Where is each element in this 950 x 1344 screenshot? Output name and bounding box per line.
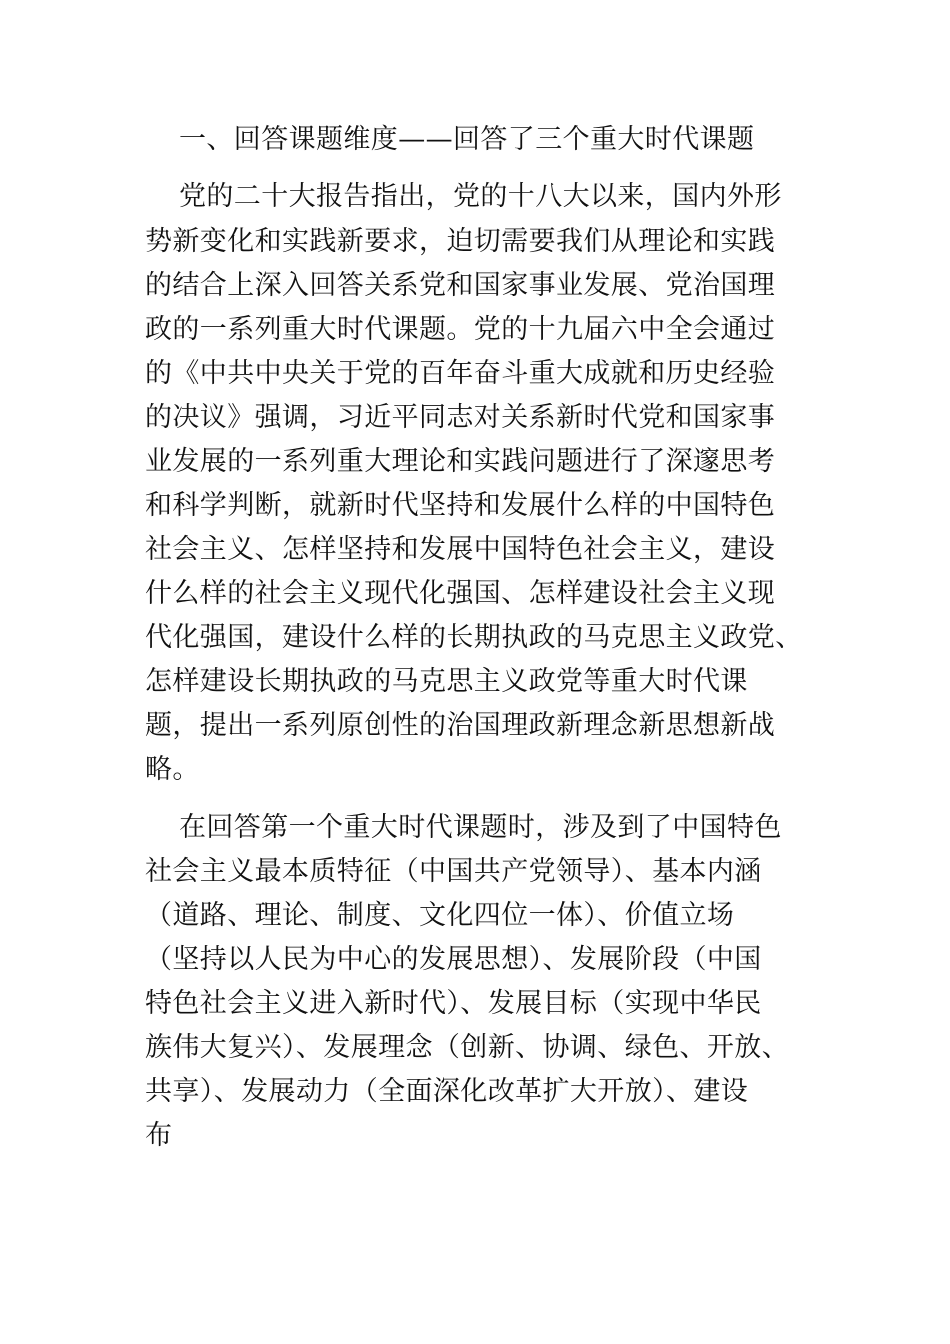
- paragraph-line: 的结合上深入回答关系党和国家事业发展、党治国理: [145, 270, 776, 301]
- paragraph-line: 怎样建设长期执政的马克思主义政党等重大时代课: [145, 666, 748, 697]
- paragraph-line: 在回答第一个重大时代课题时，涉及到了中国特色: [179, 812, 782, 843]
- paragraph-line: 政的一系列重大时代课题。党的十九届六中全会通过: [145, 314, 776, 345]
- paragraph-line: 题，提出一系列原创性的治国理政新理念新思想新战: [145, 710, 776, 741]
- paragraph-line: 略。: [145, 754, 200, 785]
- paragraph-line: 和科学判断，就新时代坚持和发展什么样的中国特色: [145, 490, 776, 521]
- paragraph-line: 的《中共中央关于党的百年奋斗重大成就和历史经验: [145, 358, 776, 389]
- paragraph-line: 势新变化和实践新要求，迫切需要我们从理论和实践: [145, 226, 776, 257]
- paragraph-line: 共享）、发展动力（全面深化改革扩大开放）、建设: [145, 1076, 749, 1107]
- paragraph-line: 社会主义最本质特征（中国共产党领导）、基本内涵: [145, 856, 762, 887]
- paragraph-line: （坚持以人民为中心的发展思想）、发展阶段（中国: [145, 944, 762, 975]
- paragraph-line: 业发展的一系列重大理论和实践问题进行了深邃思考: [145, 446, 776, 477]
- paragraph-line: 的决议》强调，习近平同志对关系新时代党和国家事: [145, 402, 776, 433]
- paragraph-line: 什么样的社会主义现代化强国、怎样建设社会主义现: [145, 578, 776, 609]
- paragraph-line: 党的二十大报告指出，党的十八大以来，国内外形: [179, 181, 782, 212]
- section-heading: 一、回答课题维度——回答了三个重大时代课题: [179, 124, 755, 155]
- paragraph-line: （道路、理论、制度、文化四位一体）、价值立场: [145, 900, 735, 931]
- paragraph-line: 社会主义、怎样坚持和发展中国特色社会主义，建设: [145, 534, 776, 565]
- paragraph-line: 代化强国，建设什么样的长期执政的马克思主义政党、: [145, 622, 803, 653]
- paragraph-line: 特色社会主义进入新时代）、发展目标（实现中华民: [145, 988, 762, 1019]
- paragraph-line: 族伟大复兴）、发展理念（创新、协调、绿色、开放、: [145, 1032, 790, 1063]
- paragraph-line: 布: [145, 1120, 173, 1151]
